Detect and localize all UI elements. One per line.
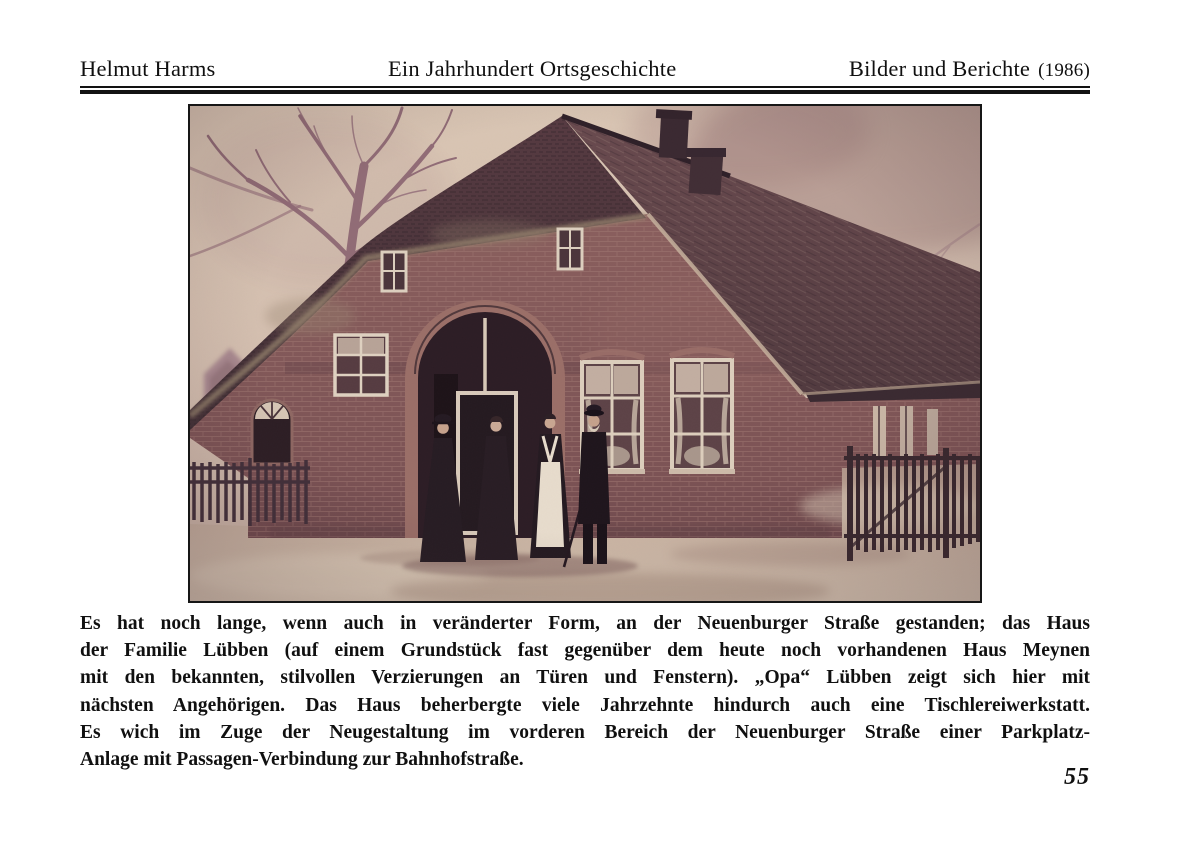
running-head-series-title: Bilder und Berichte — [848, 56, 1031, 81]
running-head — [80, 0, 1090, 82]
caption-line: Anlage mit Passagen-Verbindung zur Bahnhofstraße. — [80, 749, 524, 771]
caption-line: der Familie Lübben (auf einem Grundstück fast gegenüber dem heute noch vorhandenen Haus Meynen — [80, 640, 1090, 662]
page-number: 55 — [1064, 764, 1090, 791]
farmhouse-photo-graphic — [190, 106, 980, 601]
caption-line: nächsten Angehörigen. Das Haus beherbergte viele Jahrzehnte hindurch auch eine Tischlereiwerkstatt. — [80, 694, 1090, 716]
running-head-series — [849, 56, 1090, 82]
film-grain-overlay — [190, 106, 980, 601]
caption-line: mit den bekannten, stilvollen Verzierungen an Türen und Fenstern). „Opa“ Lübben zeigt sich hier mit — [80, 667, 1090, 689]
running-head-author: Helmut Harms — [80, 56, 216, 81]
header-rule-thin — [80, 86, 1090, 88]
photo-caption — [80, 610, 1090, 773]
header-rule-thick — [80, 90, 1090, 94]
caption-line: Es hat noch lange, wenn auch in veränderter Form, an der Neuenburger Straße gestanden; das Haus — [80, 613, 1090, 634]
caption-line: Es wich im Zuge der Neugestaltung im vorderen Bereich der Neuenburger Straße einer Parkplatz- — [80, 721, 1090, 743]
historical-photo — [188, 104, 982, 603]
running-head-year: (1986) — [1038, 60, 1090, 81]
running-head-title: Ein Jahrhundert Ortsgeschichte — [387, 56, 677, 81]
